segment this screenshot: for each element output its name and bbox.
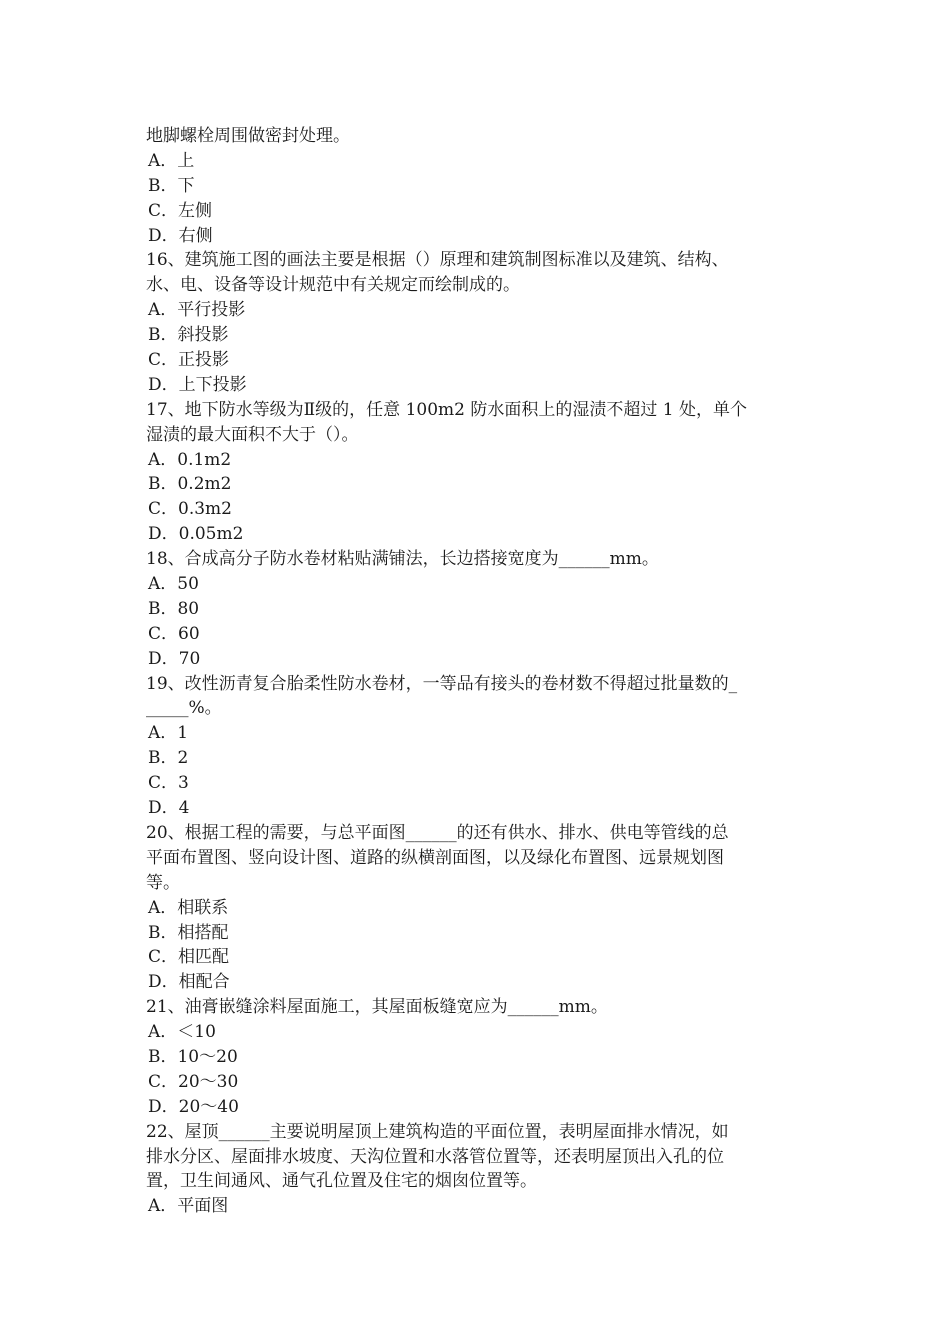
question-text-line: 20、根据工程的需要，与总平面图______的还有供水、排水、供电等管线的总 <box>146 822 729 843</box>
answer-option: C．3 <box>148 773 189 794</box>
question-text-line: _____%。 <box>146 698 222 719</box>
answer-option: B．10～20 <box>148 1046 238 1067</box>
answer-option: C．左侧 <box>148 200 213 221</box>
question-text-line: 置，卫生间通风、通气孔位置及住宅的烟囱位置等。 <box>146 1171 537 1192</box>
answer-option: B．0.2m2 <box>148 474 232 495</box>
question-text-line: 16、建筑施工图的画法主要是根据（）原理和建筑制图标准以及建筑、结构、 <box>146 250 729 271</box>
question-text-line: 19、改性沥青复合胎柔性防水卷材，一等品有接头的卷材数不得超过批量数的_ <box>146 673 738 694</box>
answer-option: D．70 <box>148 648 201 669</box>
answer-option: A．50 <box>148 574 199 595</box>
answer-option: D．相配合 <box>148 972 230 993</box>
answer-option: C．60 <box>148 623 200 644</box>
answer-option: B．斜投影 <box>148 325 229 346</box>
answer-option: A．相联系 <box>148 897 229 918</box>
question-text-line: 18、合成高分子防水卷材粘贴满铺法，长边搭接宽度为______mm。 <box>146 549 659 570</box>
answer-option: A．平行投影 <box>148 300 246 321</box>
answer-option: B．下 <box>148 175 195 196</box>
question-text-line: 17、地下防水等级为Ⅱ级的，任意 100m2 防水面积上的湿渍不超过 1 处，单个 <box>146 399 748 420</box>
answer-option: C．0.3m2 <box>148 499 232 520</box>
question-text-line: 湿渍的最大面积不大于（）。 <box>146 424 359 445</box>
answer-option: D．上下投影 <box>148 374 247 395</box>
answer-option: D．4 <box>148 798 190 819</box>
question-text-line: 排水分区、屋面排水坡度、天沟位置和水落管位置等，还表明屋顶出入孔的位 <box>146 1146 724 1167</box>
answer-option: C．相匹配 <box>148 947 230 968</box>
answer-option: C．20～30 <box>148 1071 239 1092</box>
answer-option: A．0.1m2 <box>148 449 232 470</box>
question-text-line: 水、电、设备等设计规范中有关规定而绘制成的。 <box>146 275 520 296</box>
answer-option: D．20～40 <box>148 1096 239 1117</box>
answer-option: A．上 <box>148 150 195 171</box>
document-body <box>146 124 816 1219</box>
question-text-line: 地脚螺栓周围做密封处理。 <box>146 126 350 146</box>
answer-option: A．平面图 <box>148 1196 229 1217</box>
answer-option: B．相搭配 <box>148 922 229 943</box>
question-text-line: 平面布置图、竖向设计图、道路的纵横剖面图，以及绿化布置图、远景规划图 <box>146 847 724 868</box>
answer-option: B．2 <box>148 748 189 769</box>
answer-option: B．80 <box>148 598 200 619</box>
question-text-line: 22、屋顶______主要说明屋顶上建筑构造的平面位置，表明屋面排水情况，如 <box>146 1121 729 1142</box>
answer-option: C．正投影 <box>148 350 230 371</box>
question-text-line: 21、油膏嵌缝涂料屋面施工，其屋面板缝宽应为______mm。 <box>146 997 608 1018</box>
answer-option: D．0.05m2 <box>148 524 244 545</box>
answer-option: A．＜10 <box>148 1022 216 1043</box>
answer-option: A．1 <box>148 723 189 744</box>
question-text-line: 等。 <box>146 872 180 893</box>
answer-option: D．右侧 <box>148 225 213 246</box>
